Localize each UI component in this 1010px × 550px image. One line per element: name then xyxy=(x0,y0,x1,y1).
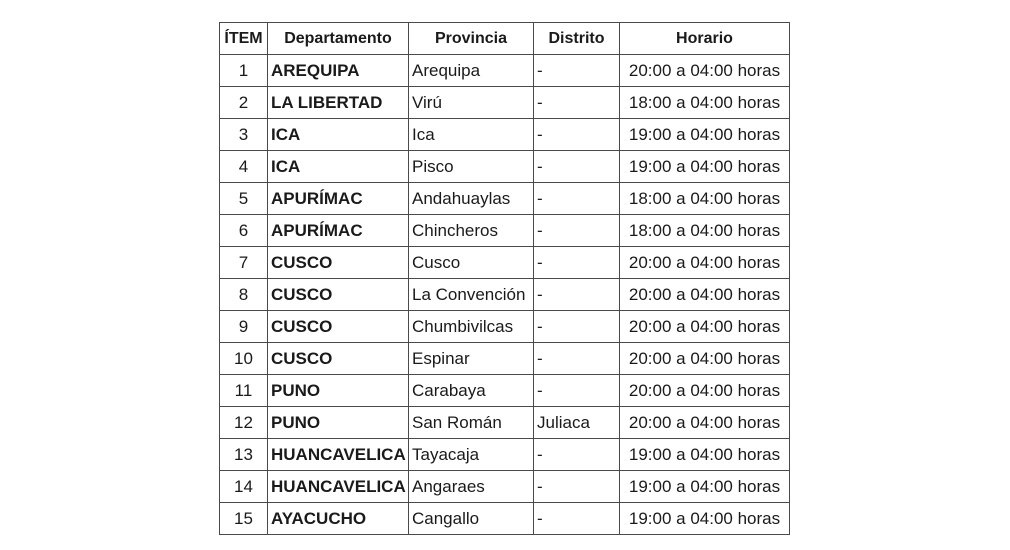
cell-item: 3 xyxy=(220,119,268,151)
cell-item: 12 xyxy=(220,407,268,439)
cell-distrito: - xyxy=(534,215,620,247)
header-horario: Horario xyxy=(620,23,790,55)
table-row xyxy=(220,279,790,311)
cell-item: 6 xyxy=(220,215,268,247)
table-row xyxy=(220,151,790,183)
schedule-table-container xyxy=(219,22,790,535)
cell-departamento: APURÍMAC xyxy=(268,183,409,215)
header-provincia: Provincia xyxy=(409,23,534,55)
cell-departamento: CUSCO xyxy=(268,279,409,311)
cell-departamento: ICA xyxy=(268,151,409,183)
cell-departamento: APURÍMAC xyxy=(268,215,409,247)
cell-departamento: PUNO xyxy=(268,375,409,407)
cell-distrito: - xyxy=(534,343,620,375)
cell-departamento: CUSCO xyxy=(268,311,409,343)
cell-distrito: - xyxy=(534,279,620,311)
cell-provincia: Chincheros xyxy=(409,215,534,247)
table-row xyxy=(220,119,790,151)
cell-departamento: PUNO xyxy=(268,407,409,439)
cell-item: 10 xyxy=(220,343,268,375)
cell-horario: 20:00 a 04:00 horas xyxy=(620,407,790,439)
cell-provincia: Tayacaja xyxy=(409,439,534,471)
cell-departamento: AYACUCHO xyxy=(268,503,409,535)
cell-distrito: - xyxy=(534,471,620,503)
table-row xyxy=(220,87,790,119)
cell-distrito: - xyxy=(534,375,620,407)
cell-horario: 20:00 a 04:00 horas xyxy=(620,247,790,279)
cell-distrito: - xyxy=(534,439,620,471)
cell-provincia: Ica xyxy=(409,119,534,151)
cell-departamento: HUANCAVELICA xyxy=(268,471,409,503)
cell-provincia: Espinar xyxy=(409,343,534,375)
header-item: ÍTEM xyxy=(220,23,268,55)
cell-item: 11 xyxy=(220,375,268,407)
cell-distrito: - xyxy=(534,151,620,183)
cell-horario: 20:00 a 04:00 horas xyxy=(620,279,790,311)
cell-provincia: La Convención xyxy=(409,279,534,311)
cell-distrito: Juliaca xyxy=(534,407,620,439)
cell-provincia: Angaraes xyxy=(409,471,534,503)
table-row xyxy=(220,55,790,87)
cell-item: 9 xyxy=(220,311,268,343)
cell-distrito: - xyxy=(534,503,620,535)
cell-item: 8 xyxy=(220,279,268,311)
table-row xyxy=(220,183,790,215)
cell-distrito: - xyxy=(534,183,620,215)
cell-departamento: ICA xyxy=(268,119,409,151)
cell-horario: 20:00 a 04:00 horas xyxy=(620,343,790,375)
cell-horario: 19:00 a 04:00 horas xyxy=(620,439,790,471)
cell-item: 2 xyxy=(220,87,268,119)
table-body xyxy=(220,55,790,535)
cell-distrito: - xyxy=(534,247,620,279)
table-row xyxy=(220,503,790,535)
table-row xyxy=(220,375,790,407)
cell-distrito: - xyxy=(534,119,620,151)
cell-distrito: - xyxy=(534,311,620,343)
table-row xyxy=(220,215,790,247)
cell-item: 7 xyxy=(220,247,268,279)
cell-provincia: Pisco xyxy=(409,151,534,183)
table-row xyxy=(220,439,790,471)
table-header-row xyxy=(220,23,790,55)
cell-departamento: CUSCO xyxy=(268,247,409,279)
cell-horario: 19:00 a 04:00 horas xyxy=(620,151,790,183)
cell-horario: 20:00 a 04:00 horas xyxy=(620,311,790,343)
table-row xyxy=(220,471,790,503)
cell-provincia: Chumbivilcas xyxy=(409,311,534,343)
cell-distrito: - xyxy=(534,55,620,87)
cell-horario: 20:00 a 04:00 horas xyxy=(620,55,790,87)
cell-item: 5 xyxy=(220,183,268,215)
header-distrito: Distrito xyxy=(534,23,620,55)
cell-item: 14 xyxy=(220,471,268,503)
schedule-table xyxy=(219,22,790,535)
header-departamento: Departamento xyxy=(268,23,409,55)
cell-item: 13 xyxy=(220,439,268,471)
cell-provincia: Andahuaylas xyxy=(409,183,534,215)
cell-horario: 19:00 a 04:00 horas xyxy=(620,471,790,503)
cell-provincia: Arequipa xyxy=(409,55,534,87)
cell-horario: 20:00 a 04:00 horas xyxy=(620,375,790,407)
cell-departamento: HUANCAVELICA xyxy=(268,439,409,471)
cell-horario: 18:00 a 04:00 horas xyxy=(620,87,790,119)
table-row xyxy=(220,311,790,343)
cell-provincia: San Román xyxy=(409,407,534,439)
cell-distrito: - xyxy=(534,87,620,119)
cell-item: 4 xyxy=(220,151,268,183)
cell-horario: 18:00 a 04:00 horas xyxy=(620,183,790,215)
cell-departamento: AREQUIPA xyxy=(268,55,409,87)
table-row xyxy=(220,247,790,279)
cell-provincia: Cangallo xyxy=(409,503,534,535)
cell-horario: 19:00 a 04:00 horas xyxy=(620,119,790,151)
cell-provincia: Virú xyxy=(409,87,534,119)
cell-departamento: CUSCO xyxy=(268,343,409,375)
cell-horario: 19:00 a 04:00 horas xyxy=(620,503,790,535)
cell-horario: 18:00 a 04:00 horas xyxy=(620,215,790,247)
cell-provincia: Carabaya xyxy=(409,375,534,407)
table-row xyxy=(220,343,790,375)
cell-item: 1 xyxy=(220,55,268,87)
cell-item: 15 xyxy=(220,503,268,535)
table-row xyxy=(220,407,790,439)
cell-provincia: Cusco xyxy=(409,247,534,279)
cell-departamento: LA LIBERTAD xyxy=(268,87,409,119)
